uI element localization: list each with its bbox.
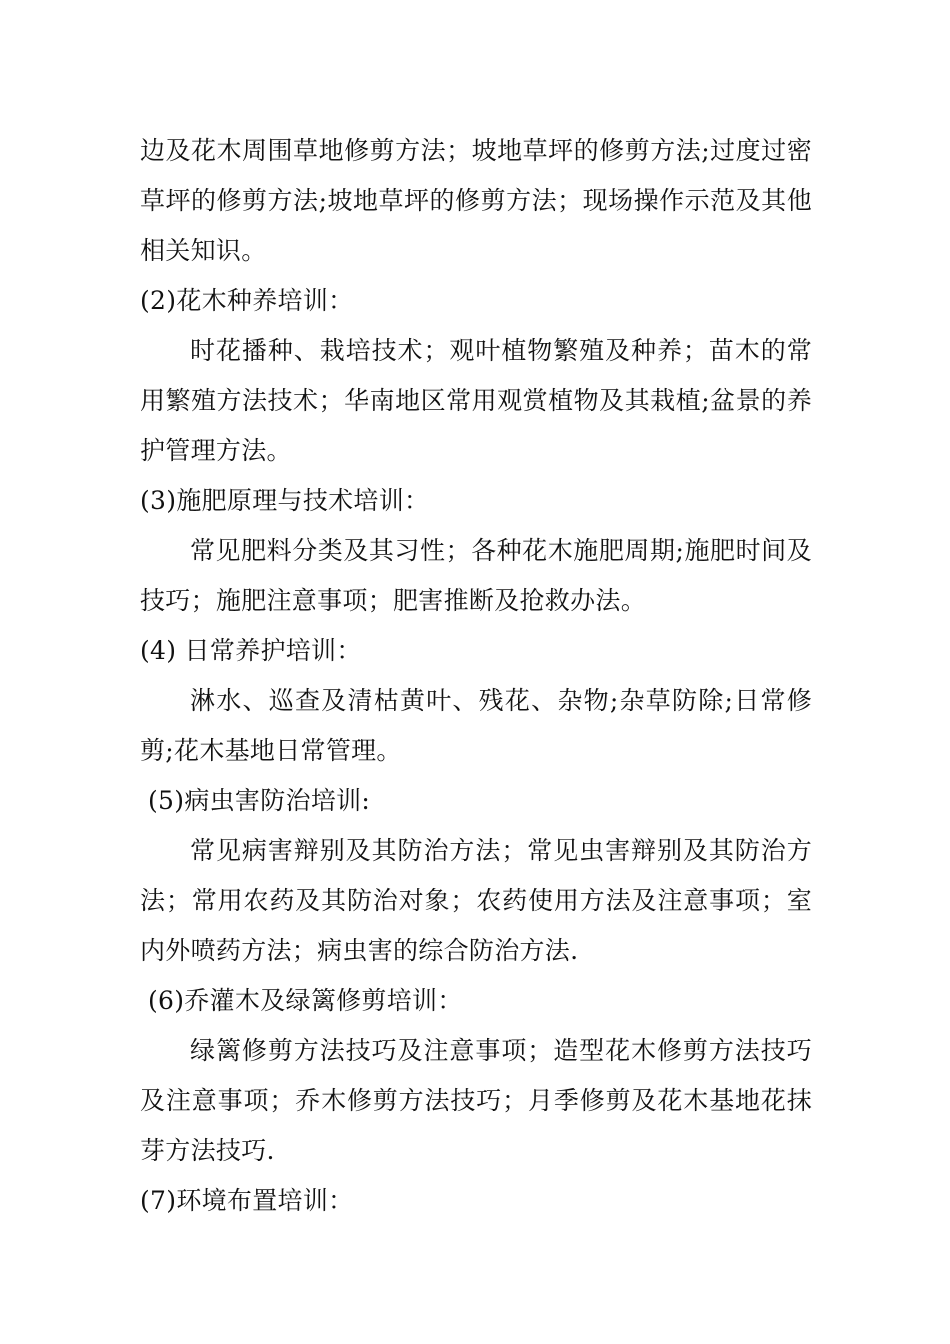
paragraph-pest-control: 常见病害辩别及其防治方法；常见虫害辩别及其防治方法；常用农药及其防治对象；农药使用方法及注意事项；室内外喷药方法；病虫害的综合防治方法. bbox=[140, 836, 812, 965]
section-heading-4: (4) 日常养护培训： bbox=[140, 636, 362, 665]
document-body bbox=[140, 126, 812, 1226]
section-heading-7: (7)环境布置培训： bbox=[140, 1186, 354, 1215]
paragraph-daily-maintenance: 淋水、巡查及清枯黄叶、残花、杂物;杂草防除;日常修剪;花木基地日常管理。 bbox=[140, 686, 812, 765]
section-heading-2: (2)花木种养培训： bbox=[140, 286, 354, 315]
section-heading-5: (5)病虫害防治培训: bbox=[148, 786, 371, 815]
section-heading-6: (6)乔灌木及绿篱修剪培训： bbox=[148, 986, 463, 1015]
section-heading-3: (3)施肥原理与技术培训： bbox=[140, 486, 430, 515]
paragraph-lawn-trimming-continued: 边及花木周围草地修剪方法；坡地草坪的修剪方法;过度过密草坪的修剪方法;坡地草坪的修剪方法；现场操作示范及其他相关知识。 bbox=[140, 136, 812, 265]
paragraph-fertilization: 常见肥料分类及其习性；各种花木施肥周期;施肥时间及技巧；施肥注意事项；肥害推断及抢救办法。 bbox=[140, 536, 812, 615]
paragraph-hedge-pruning: 绿篱修剪方法技巧及注意事项；造型花木修剪方法技巧及注意事项；乔木修剪方法技巧；月季修剪及花木基地花抹芽方法技巧. bbox=[140, 1036, 812, 1165]
paragraph-flower-cultivation: 时花播种、栽培技术；观叶植物繁殖及种养；苗木的常用繁殖方法技术；华南地区常用观赏植物及其栽植;盆景的养护管理方法。 bbox=[140, 336, 812, 465]
